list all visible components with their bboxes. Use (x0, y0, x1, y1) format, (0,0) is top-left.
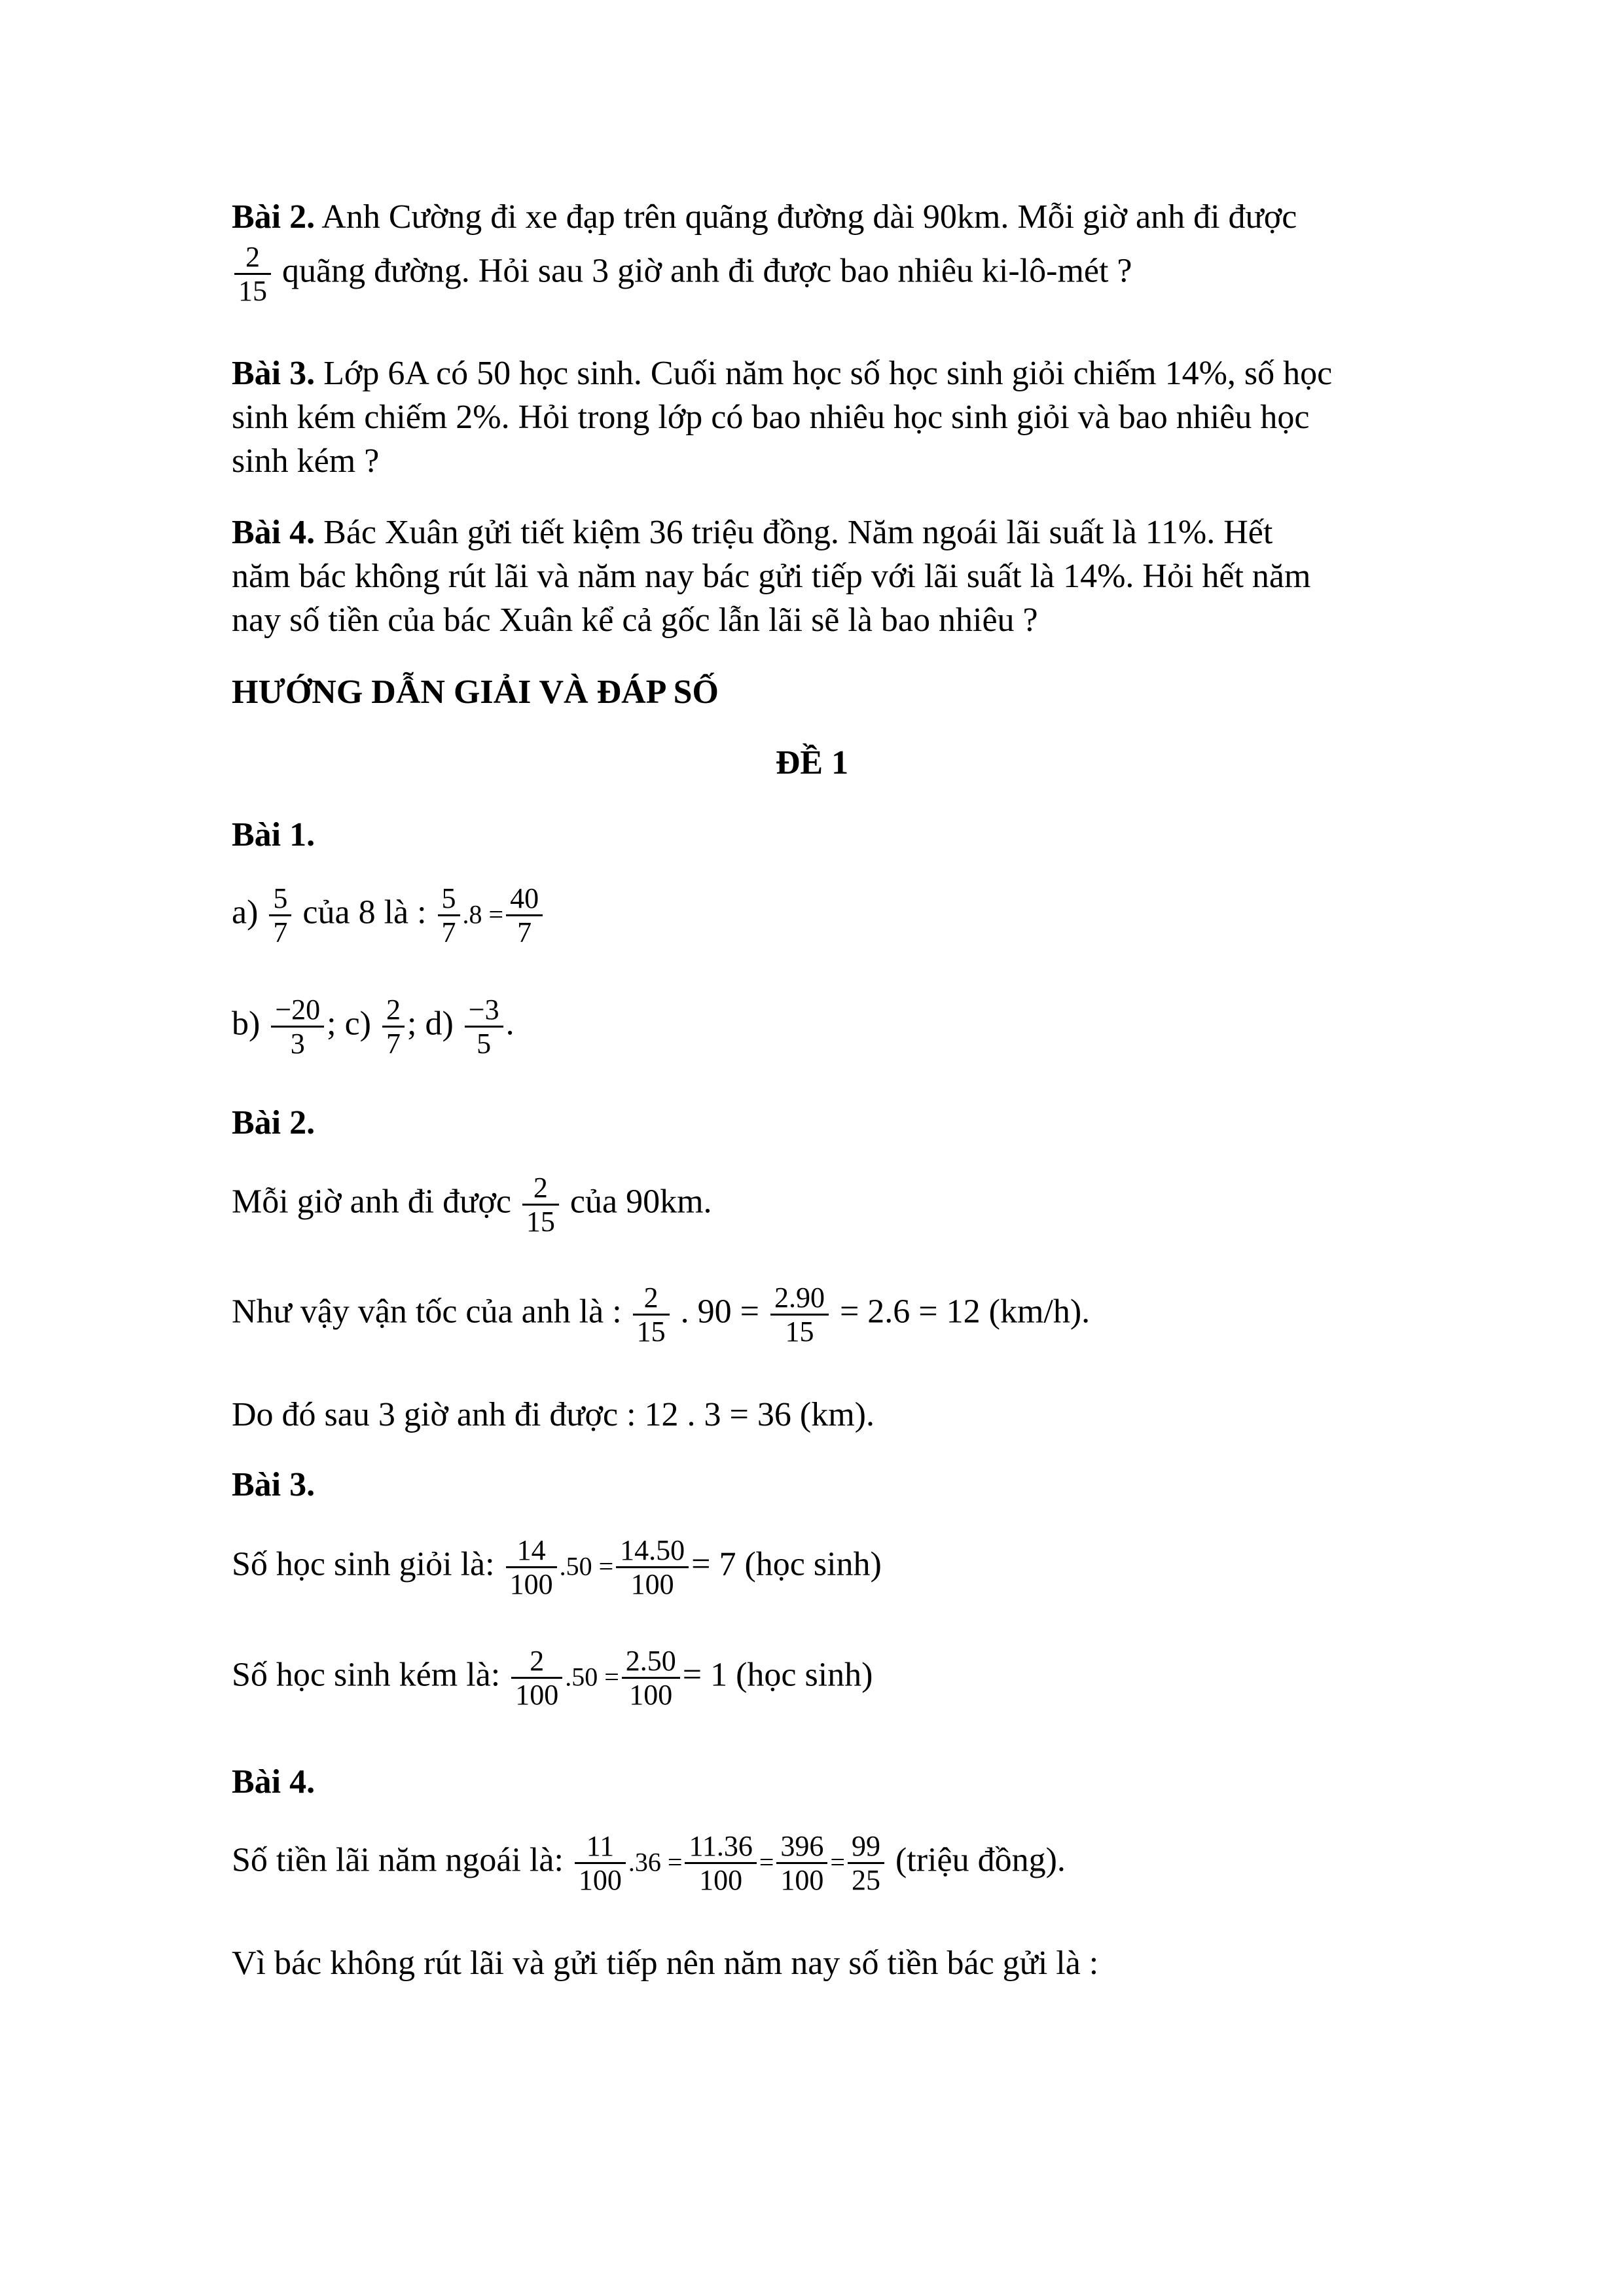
fraction-numerator: 2 (234, 241, 271, 275)
fraction-numerator: −20 (271, 994, 324, 1028)
fraction-numerator: 2 (382, 994, 405, 1028)
fraction-denominator: 100 (699, 1864, 743, 1897)
problem-4-label: Bài 4. (232, 514, 316, 551)
fraction-denominator: 15 (785, 1316, 814, 1348)
equals-sign: = (830, 1847, 845, 1877)
fraction (465, 994, 503, 1060)
solution-1-label: Bài 1. (232, 816, 316, 853)
part-d-prefix: ; d) (407, 1005, 462, 1043)
problem-2-line-1 (232, 200, 1297, 234)
fraction-numerator: 40 (506, 882, 543, 916)
solution-3-line-1 (232, 1534, 882, 1601)
multiply-equals: .8 = (462, 899, 504, 929)
fraction (506, 1534, 557, 1601)
fraction-denominator: 25 (851, 1864, 880, 1897)
period: . (505, 1005, 514, 1043)
fraction-denominator: 15 (526, 1206, 555, 1238)
fraction-numerator: 2.50 (622, 1645, 680, 1679)
fraction-denominator: 5 (477, 1028, 492, 1060)
fraction (685, 1830, 756, 1897)
fraction-denominator: 15 (238, 275, 267, 308)
fraction (269, 882, 291, 949)
text: Mỗi giờ anh đi được (232, 1183, 520, 1221)
fraction-denominator: 7 (386, 1028, 401, 1060)
solution-1-parts-bcd (232, 994, 514, 1060)
fraction-denominator: 15 (636, 1316, 666, 1348)
solution-4-label: Bài 4. (232, 1763, 316, 1801)
problem-4-line-2: năm bác không rút lãi và năm nay bác gửi tiếp với lãi suất là 14%. Hỏi hết năm (232, 558, 1311, 595)
fraction-numerator: 2 (522, 1172, 559, 1206)
fraction-denominator: 7 (441, 916, 456, 949)
text: Số tiền lãi năm ngoái là: (232, 1841, 572, 1879)
fraction-denominator: 100 (630, 1568, 674, 1601)
solution-3-line-2 (232, 1645, 873, 1712)
text: = 1 (học sinh) (682, 1656, 873, 1694)
fraction (522, 1172, 559, 1238)
fraction-numerator: 396 (776, 1830, 827, 1864)
part-c-prefix: ; c) (327, 1005, 380, 1043)
fraction-numerator: 5 (269, 882, 291, 916)
fraction (511, 1645, 562, 1712)
fraction-numerator: 99 (848, 1830, 884, 1864)
fraction-numerator: 2 (511, 1645, 562, 1679)
equals-sign: = (759, 1847, 774, 1877)
text: của 90km. (561, 1183, 712, 1221)
solution-3-label: Bài 3. (232, 1466, 316, 1503)
solution-1-part-a (232, 882, 545, 949)
fraction (622, 1645, 680, 1712)
problem-2-text-2: quãng đường. Hỏi sau 3 giờ anh đi được bao nhiêu ki-lô-mét ? (274, 252, 1132, 290)
fraction-denominator: 100 (515, 1679, 559, 1712)
problem-2-line-2 (232, 241, 1132, 308)
fraction (438, 882, 460, 949)
fraction-numerator: 2 (633, 1282, 670, 1316)
part-a-text: của 8 là : (294, 893, 435, 931)
text: . 90 = (672, 1293, 768, 1331)
fraction-denominator: 100 (578, 1864, 622, 1897)
fraction (575, 1830, 626, 1897)
text: .50 = (559, 1551, 614, 1581)
fraction (770, 1282, 829, 1348)
fraction-numerator: 14 (506, 1534, 557, 1568)
problem-3-text-1: Lớp 6A có 50 học sinh. Cuối năm học số học sinh giỏi chiếm 14%, số học (315, 355, 1333, 392)
solution-2-line-2 (232, 1282, 1090, 1348)
fraction-numerator: 11 (575, 1830, 626, 1864)
problem-4-text-1: Bác Xuân gửi tiết kiệm 36 triệu đồng. Năm ngoái lãi suất là 11%. Hết (315, 514, 1273, 551)
solution-2-line-1 (232, 1172, 712, 1238)
problem-3-line-2: sinh kém chiếm 2%. Hỏi trong lớp có bao nhiêu học sinh giỏi và bao nhiêu học (232, 399, 1310, 436)
problem-3-label: Bài 3. (232, 355, 316, 392)
fraction (506, 882, 543, 949)
part-b-prefix: b) (232, 1005, 269, 1043)
text: = 7 (học sinh) (691, 1545, 882, 1583)
problem-2-label: Bài 2. (232, 198, 316, 236)
exam-title: ĐỀ 1 (775, 744, 849, 781)
fraction-denominator: 7 (517, 916, 532, 949)
problem-3-line-1 (232, 357, 1332, 391)
fraction-numerator: 11.36 (685, 1830, 756, 1864)
part-a-prefix: a) (232, 893, 267, 931)
fraction (616, 1534, 689, 1601)
solution-2-line-3: Do đó sau 3 giờ anh đi được : 12 . 3 = 36 (km). (232, 1396, 875, 1433)
solution-4-line-2: Vì bác không rút lãi và gửi tiếp nên năm nay số tiền bác gửi là : (232, 1945, 1099, 1982)
fraction (234, 241, 271, 308)
fraction-denominator: 7 (273, 916, 288, 949)
solution-2-label: Bài 2. (232, 1104, 316, 1141)
solution-4-line-1 (232, 1830, 1066, 1897)
fraction-denominator: 100 (780, 1864, 824, 1897)
fraction-numerator: 14.50 (616, 1534, 689, 1568)
fraction-numerator: 5 (438, 882, 460, 916)
text: .50 = (565, 1662, 619, 1692)
fraction (776, 1830, 827, 1897)
fraction-denominator: 3 (290, 1028, 305, 1060)
fraction (271, 994, 324, 1060)
text: Số học sinh giỏi là: (232, 1545, 503, 1583)
problem-4-line-1 (232, 516, 1272, 550)
fraction (382, 994, 405, 1060)
fraction-denominator: 100 (629, 1679, 673, 1712)
text: = 2.6 = 12 (km/h). (831, 1293, 1091, 1331)
fraction-numerator: 2.90 (770, 1282, 829, 1316)
fraction-numerator: −3 (465, 994, 503, 1028)
fraction (848, 1830, 884, 1897)
solutions-heading: HƯỚNG DẪN GIẢI VÀ ĐÁP SỐ (232, 673, 719, 711)
text: Như vậy vận tốc của anh là : (232, 1293, 630, 1331)
text: (triệu đồng). (886, 1841, 1066, 1879)
fraction (633, 1282, 670, 1348)
text: Số học sinh kém là: (232, 1656, 509, 1694)
problem-2-text-1: Anh Cường đi xe đạp trên quãng đường dài 90km. Mỗi giờ anh đi được (315, 198, 1297, 236)
problem-4-line-3: nay số tiền của bác Xuân kể cả gốc lẫn lãi sẽ là bao nhiêu ? (232, 601, 1038, 639)
fraction-denominator: 100 (509, 1568, 553, 1601)
problem-3-line-3: sinh kém ? (232, 442, 380, 480)
text: .36 = (628, 1847, 683, 1877)
